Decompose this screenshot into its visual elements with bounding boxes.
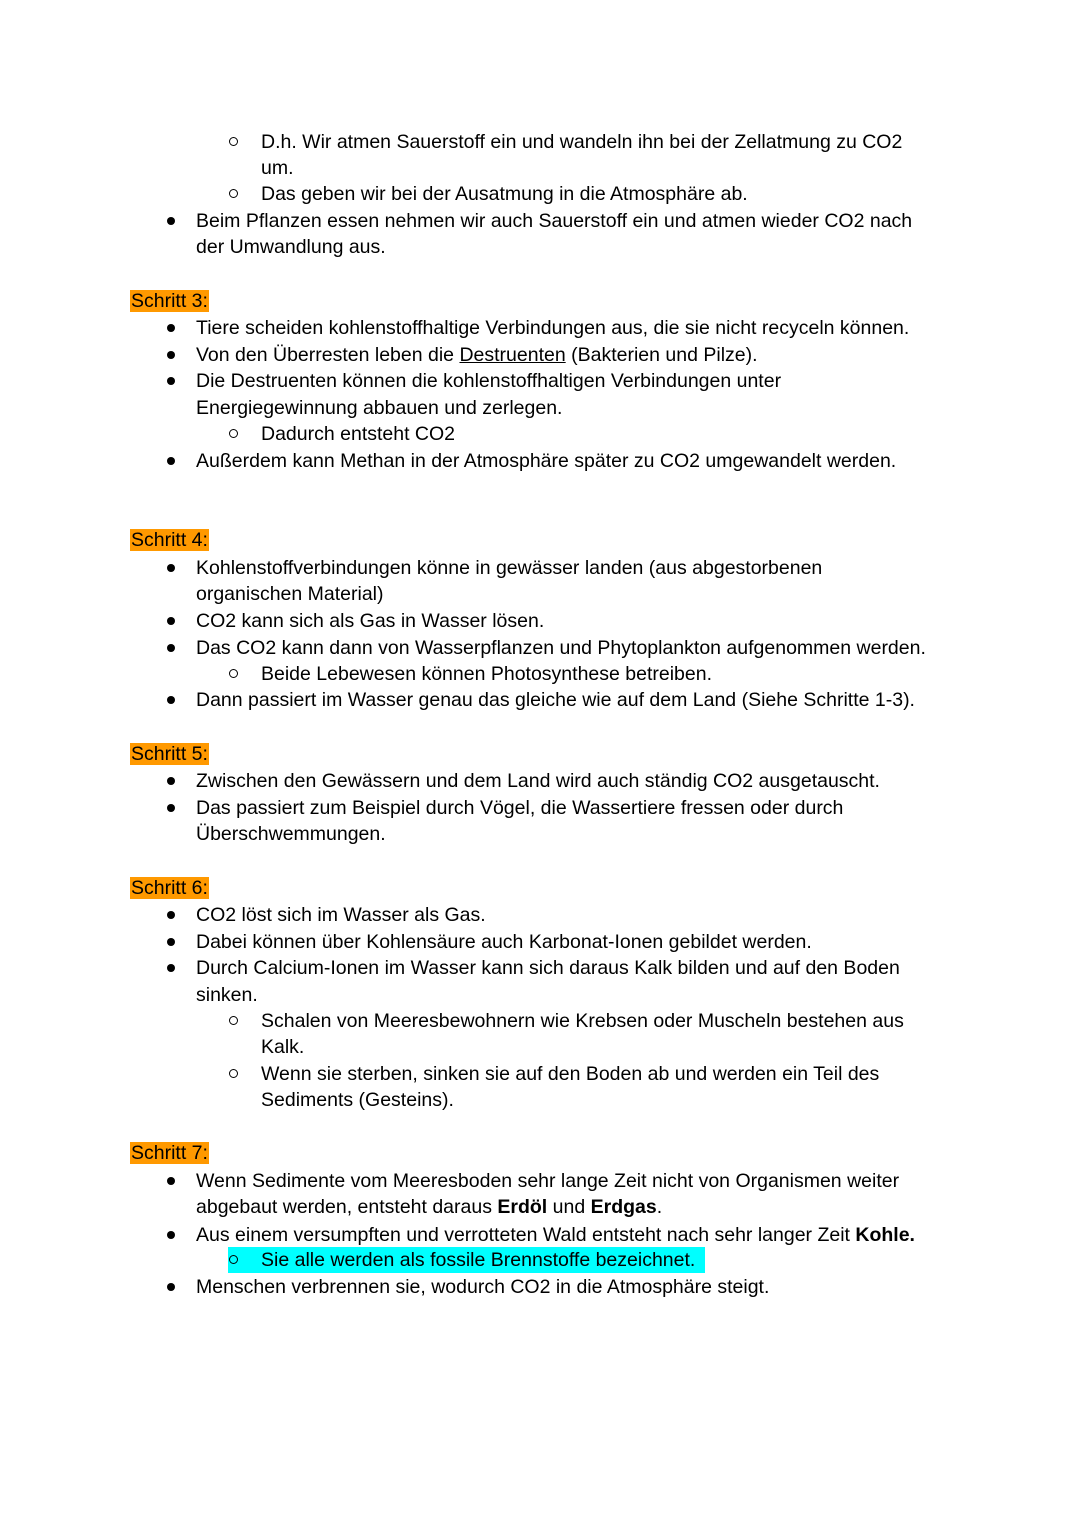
bullet-icon bbox=[167, 777, 175, 785]
bullet-continuation: der Umwandlung aus. bbox=[196, 236, 386, 258]
sub-bullet-item: Das geben wir bei der Ausatmung in die Atmosphäre ab. bbox=[261, 181, 748, 207]
sub-bullet-item: Wenn sie sterben, sinken sie auf den Boden ab und werden ein Teil des bbox=[261, 1061, 879, 1087]
destruenten-link[interactable]: Destruenten bbox=[459, 344, 566, 366]
bullet-continuation: Überschwemmungen. bbox=[196, 823, 386, 845]
bullet-item: Kohlenstoffverbindungen könne in gewässer landen (aus abgestorbenen bbox=[196, 555, 822, 581]
bullet-item: Beim Pflanzen essen nehmen wir auch Sauerstoff ein und atmen wieder CO2 nach bbox=[196, 208, 912, 234]
bullet-icon bbox=[167, 964, 175, 972]
sub-bullet-item: Dadurch entsteht CO2 bbox=[261, 421, 455, 447]
section-heading-schritt-4: Schritt 4: bbox=[131, 529, 208, 551]
bullet-item: CO2 kann sich als Gas in Wasser lösen. bbox=[196, 608, 544, 634]
bullet-continuation: abgebaut werden, entsteht daraus Erdöl und Erdgas. bbox=[196, 1196, 663, 1218]
bullet-item: Tiere scheiden kohlenstoffhaltige Verbindungen aus, die sie nicht recyceln können. bbox=[196, 315, 909, 341]
bullet-icon bbox=[167, 377, 175, 385]
section-heading-schritt-5: Schritt 5: bbox=[131, 743, 208, 765]
bullet-icon bbox=[167, 564, 175, 572]
bullet-item: Menschen verbrennen sie, wodurch CO2 in die Atmosphäre steigt. bbox=[196, 1274, 769, 1300]
bullet-icon bbox=[167, 617, 175, 625]
bullet-item: Zwischen den Gewässern und dem Land wird auch ständig CO2 ausgetauscht. bbox=[196, 768, 880, 794]
bullet-item: Das CO2 kann dann von Wasserpflanzen und Phytoplankton aufgenommen werden. bbox=[196, 635, 926, 661]
bullet-icon bbox=[167, 804, 175, 812]
hollow-bullet-icon bbox=[229, 137, 238, 146]
bullet-icon bbox=[167, 1177, 175, 1185]
bullet-icon bbox=[167, 351, 175, 359]
bullet-icon bbox=[167, 938, 175, 946]
bullet-icon bbox=[167, 696, 175, 704]
bullet-item: Von den Überresten leben die Destruenten (Bakterien und Pilze). bbox=[196, 342, 758, 368]
sub-bullet-continuation: um. bbox=[261, 157, 294, 179]
bullet-item: Dabei können über Kohlensäure auch Karbonat-Ionen gebildet werden. bbox=[196, 929, 812, 955]
hollow-bullet-icon bbox=[229, 1016, 238, 1025]
sub-bullet-item: Beide Lebewesen können Photosynthese betreiben. bbox=[261, 661, 712, 687]
bullet-icon bbox=[167, 1283, 175, 1291]
bullet-icon bbox=[167, 644, 175, 652]
bullet-item: Wenn Sedimente vom Meeresboden sehr lange Zeit nicht von Organismen weiter bbox=[196, 1168, 899, 1194]
bullet-icon bbox=[167, 911, 175, 919]
bullet-item: Aus einem versumpften und verrotteten Wald entsteht nach sehr langer Zeit Kohle. bbox=[196, 1222, 915, 1248]
bullet-icon bbox=[167, 217, 175, 225]
bullet-continuation: Energiegewinnung abbauen und zerlegen. bbox=[196, 397, 563, 419]
sub-bullet-continuation: Kalk. bbox=[261, 1036, 305, 1058]
section-heading-schritt-6: Schritt 6: bbox=[131, 877, 208, 899]
bullet-item: Dann passiert im Wasser genau das gleiche wie auf dem Land (Siehe Schritte 1-3). bbox=[196, 687, 915, 713]
bullet-icon bbox=[167, 324, 175, 332]
sub-bullet-item: D.h. Wir atmen Sauerstoff ein und wandeln ihn bei der Zellatmung zu CO2 bbox=[261, 129, 902, 155]
section-heading-schritt-7: Schritt 7: bbox=[131, 1142, 208, 1164]
bullet-continuation: sinken. bbox=[196, 984, 258, 1006]
bullet-item: Die Destruenten können die kohlenstoffhaltigen Verbindungen unter bbox=[196, 368, 781, 394]
bullet-icon bbox=[167, 457, 175, 465]
bullet-item: Durch Calcium-Ionen im Wasser kann sich daraus Kalk bilden und auf den Boden bbox=[196, 955, 900, 981]
bullet-icon bbox=[167, 1231, 175, 1239]
sub-bullet-item: Schalen von Meeresbewohnern wie Krebsen oder Muscheln bestehen aus bbox=[261, 1008, 904, 1034]
hollow-bullet-icon bbox=[229, 1255, 238, 1264]
bullet-continuation: organischen Material) bbox=[196, 583, 384, 605]
hollow-bullet-icon bbox=[229, 669, 238, 678]
bullet-item: Außerdem kann Methan in der Atmosphäre später zu CO2 umgewandelt werden. bbox=[196, 448, 896, 474]
section-heading-schritt-3: Schritt 3: bbox=[131, 290, 208, 312]
sub-bullet-continuation: Sediments (Gesteins). bbox=[261, 1089, 454, 1111]
bullet-item: CO2 löst sich im Wasser als Gas. bbox=[196, 902, 486, 928]
hollow-bullet-icon bbox=[229, 1069, 238, 1078]
hollow-bullet-icon bbox=[229, 189, 238, 198]
hollow-bullet-icon bbox=[229, 429, 238, 438]
bullet-item: Das passiert zum Beispiel durch Vögel, die Wassertiere fressen oder durch bbox=[196, 795, 843, 821]
sub-bullet-item-highlighted: Sie alle werden als fossile Brennstoffe bezeichnet. bbox=[261, 1247, 695, 1273]
